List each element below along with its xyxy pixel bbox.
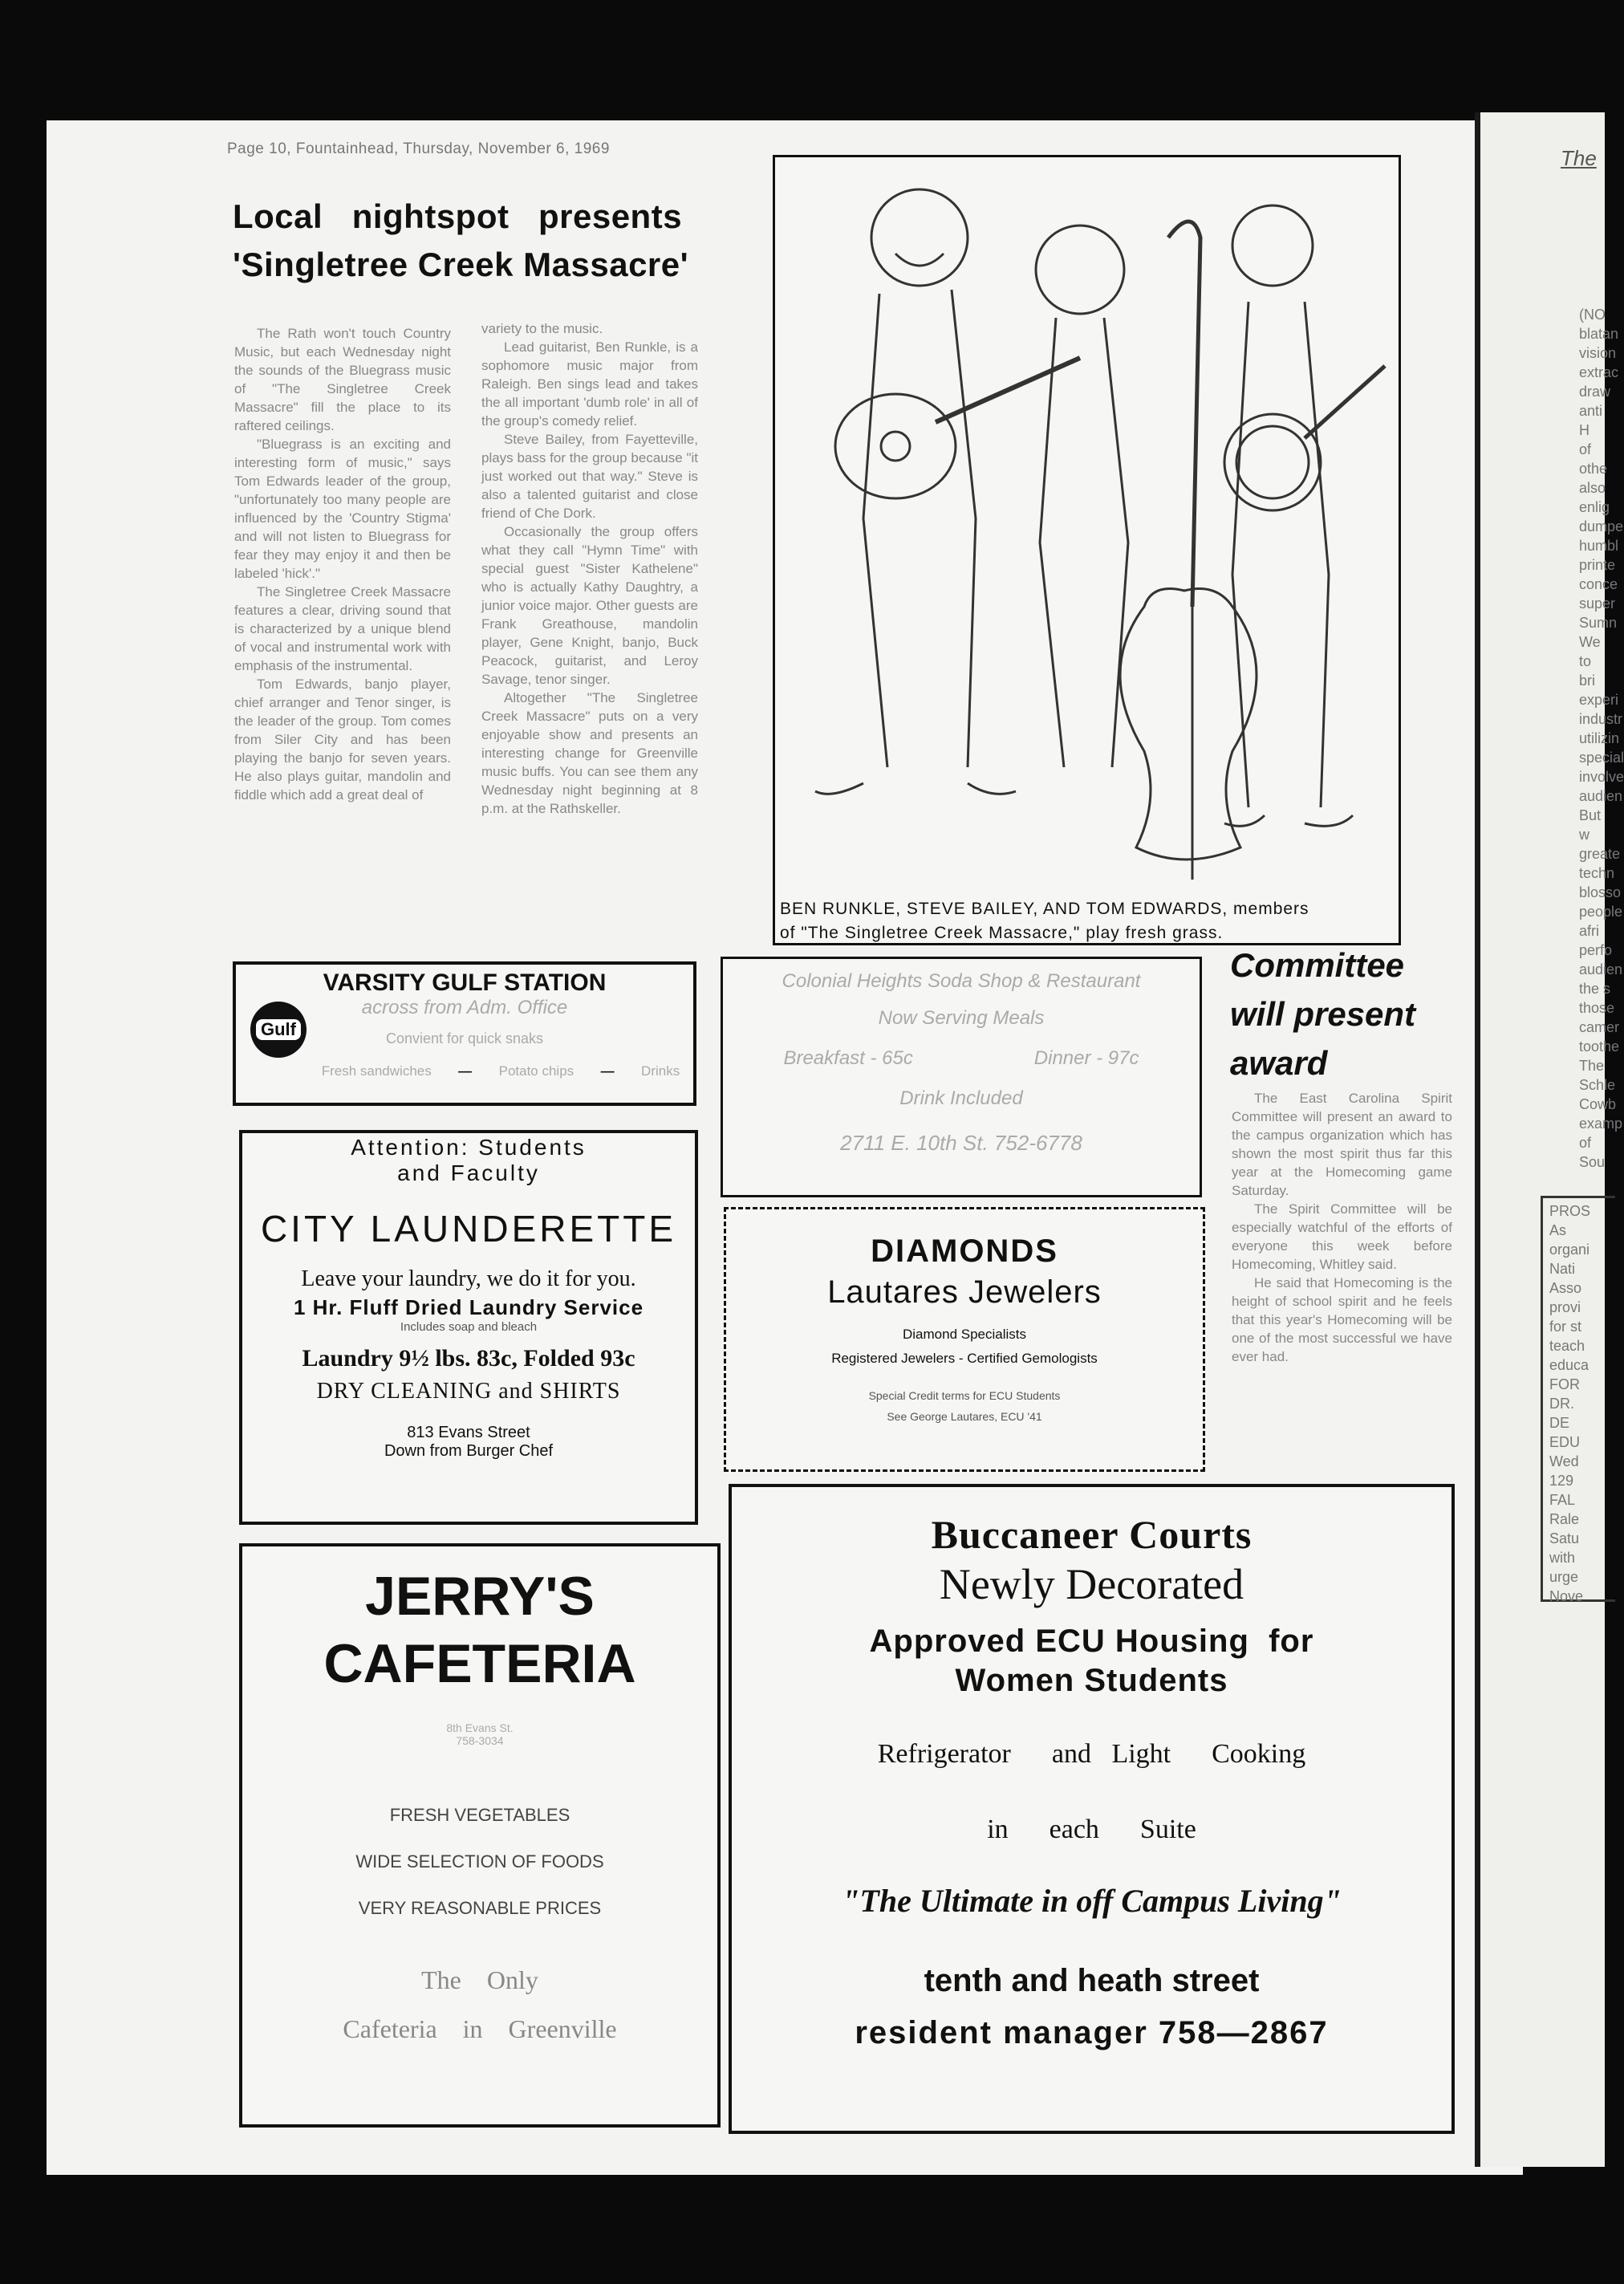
article-column-2 [481, 319, 698, 818]
buccaneer-ad-manager: resident manager 758—2867 [855, 2015, 1329, 2050]
band-drawing [775, 157, 1397, 896]
buccaneer-ad-subtitle: Newly Decorated [939, 1560, 1244, 1608]
launderette-ad-address: 813 Evans Street [407, 1424, 530, 1441]
adjacent-page-strip [1480, 112, 1624, 2167]
strip-line: extrac [1579, 364, 1619, 380]
gulf-station-ad [233, 961, 696, 1106]
jerrys-ad-tagline2: Cafeteria in Greenville [343, 2014, 617, 2043]
strip-line: PROS [1549, 1203, 1591, 1219]
article-paragraph: "Bluegrass is an exciting and interesting form of music," says Tom Edwards leader of the group, "unfortunately too many people are influenced by the 'Country Stigma' and will not listen to Bluegrass for fear they may enjoy it and then be labeled 'hick'." [234, 437, 451, 581]
jerrys-ad-phone: 758-3034 [456, 1734, 504, 1747]
strip-line: DR. [1549, 1396, 1574, 1412]
strip-line: for st [1549, 1319, 1582, 1335]
strip-line: of othe [1579, 441, 1608, 477]
strip-line: experi [1579, 692, 1619, 708]
strip-line: organi [1549, 1242, 1590, 1258]
strip-line: (NO [1579, 307, 1606, 323]
buccaneer-ad-line4: in each Suite [987, 1815, 1196, 1844]
strip-line: special [1579, 750, 1624, 766]
buccaneer-ad-address: tenth and heath street [924, 1963, 1260, 1998]
strip-line: conce [1579, 576, 1618, 592]
diamonds-ad-title: DIAMONDS [871, 1233, 1058, 1269]
diamonds-ad-name: Lautares Jewelers [827, 1274, 1102, 1310]
strip-line: Nove [1549, 1588, 1584, 1604]
strip-line: Wed [1549, 1453, 1579, 1469]
strip-line: techn [1579, 865, 1615, 881]
strip-line: enlig [1579, 499, 1610, 515]
soda-ad-breakfast: Breakfast - 65c [783, 1047, 913, 1069]
article-paragraph: The Singletree Creek Massacre features a clear, driving sound that is characterized by a unique blend of vocal and instrumental work with emphasis of the instrumental. [234, 584, 451, 673]
jerrys-ad-tagline1: The Only [421, 1965, 538, 1994]
strip-line: audien [1579, 788, 1623, 804]
article-paragraph: Altogether "The Singletree Creek Massacre" puts on a very enjoyable show and presents an interesting change for Greenville music buffs. You can see them any Wednesday night beginning at 8 p.m. at the Rathskeller. [481, 690, 698, 816]
strip-line: blatan [1579, 326, 1619, 342]
article-paragraph: Tom Edwards, banjo player, chief arranger and Tenor singer, is the leader of the group. Tom comes from Siler City and has been playing the banjo for seven years. He also plays guitar, mandolin and fiddle which add a great deal of [234, 677, 451, 803]
buccaneer-ad-slogan: "The Ultimate in off Campus Living" [842, 1883, 1342, 1919]
committee-headline [1230, 941, 1455, 1087]
strip-line: Satu [1549, 1530, 1580, 1546]
strip-line: camer [1579, 1019, 1620, 1035]
strip-line: Nati [1549, 1261, 1576, 1277]
article-paragraph: variety to the music. [481, 321, 603, 336]
strip-line: But w [1579, 807, 1602, 843]
jerrys-ad-title-line1: JERRY'S [365, 1566, 595, 1627]
article-paragraph: Lead guitarist, Ben Runkle, is a sophomore music major from Raleigh. Ben sings lead and takes the all important 'dumb role' in all of the group's comedy relief. [481, 339, 698, 429]
launderette-ad-line5: Includes soap and bleach [400, 1320, 538, 1334]
soda-ad-dinner: Dinner - 97c [1033, 1047, 1139, 1069]
strip-line: educa [1549, 1357, 1589, 1373]
strip-line: Schle [1579, 1077, 1616, 1093]
strip-line: audien [1579, 961, 1623, 977]
buccaneer-ad-line1: Approved ECU Housing for [869, 1624, 1314, 1659]
diamonds-ad [724, 1207, 1205, 1472]
launderette-ad-line4: 1 Hr. Fluff Dried Laundry Service [293, 1295, 644, 1319]
gulf-logo-icon [250, 1002, 307, 1058]
strip-line: industr [1579, 711, 1623, 727]
jerrys-ad-address: 8th Evans St. [446, 1721, 514, 1734]
launderette-ad-line7: DRY CLEANING and SHIRTS [316, 1379, 621, 1404]
gulf-ad-subtitle: across from Adm. Office [361, 997, 568, 1018]
center-figure-head [1036, 226, 1124, 314]
strip-line: printe [1579, 557, 1616, 573]
guitarist-head [871, 189, 968, 286]
banjo-player-head [1232, 205, 1313, 286]
strip-line: utilizin [1579, 730, 1620, 746]
diamonds-ad-line4: See George Lautares, ECU '41 [887, 1410, 1042, 1423]
strip-line: urge [1549, 1569, 1579, 1585]
strip-line: Asso [1549, 1280, 1582, 1296]
strip-line: FAL [1549, 1492, 1576, 1508]
launderette-ad-line1: Attention: Students [351, 1135, 587, 1160]
gulf-ad-items: Fresh sandwiches — Potato chips — Drinks [321, 1063, 680, 1079]
article-paragraph: Occasionally the group offers what they call "Hymn Time" with special guest "Sister Kathelene" who is actually Kathy Daughtry, a junior voice major. Other guests are Frank Greathouse, mandolin player, Gene Knight, banjo, Buck Peacock, guitarist, and Leroy Savage, tenor singer. [481, 524, 698, 687]
jerrys-ad-item: FRESH VEGETABLES [389, 1805, 570, 1825]
article-headline [233, 193, 722, 289]
photo-caption-line2: of "The Singletree Creek Massacre," play fresh grass. [780, 924, 1224, 942]
buccaneer-ad-title: Buccaneer Courts [931, 1512, 1253, 1557]
page-folio: Page 10, Fountainhead, Thursday, November 6, 1969 [227, 140, 610, 157]
upright-bass-neck [1168, 221, 1200, 607]
article-paragraph: Steve Bailey, from Fayetteville, plays bass for the group because "it just worked out that way." Steve is also a talented guitarist and close friend of Che Dork. [481, 432, 698, 521]
strip-line: We [1579, 634, 1601, 650]
strip-lines [1579, 305, 1624, 1172]
launderette-ad-line3: Leave your laundry, we do it for you. [301, 1266, 636, 1291]
photo-caption [780, 897, 1398, 945]
strip-line: of Sou [1579, 1135, 1606, 1170]
article-paragraph: The Rath won't touch Country Music, but each Wednesday night the sounds of the Bluegrass music of "The Singletree Creek Massacre" fill the place to its raftered ceilings. [234, 326, 451, 433]
strip-line: vision [1579, 345, 1617, 361]
gulf-ad-title: VARSITY GULF STATION [323, 969, 607, 996]
committee-headline-line2: will present [1230, 995, 1416, 1033]
strip-line: EDU [1549, 1434, 1581, 1450]
committee-paragraph: He said that Homecoming is the height of school spirit and he feels that this year's Homecoming will be one of the most successful we have ever had. [1232, 1275, 1452, 1364]
strip-line: greate [1579, 846, 1621, 862]
diamonds-ad-line1: Diamond Specialists [902, 1327, 1026, 1342]
soda-ad-line1: Colonial Heights Soda Shop & Restaurant [782, 970, 1141, 992]
jerrys-ad-item: VERY REASONABLE PRICES [358, 1898, 602, 1918]
strip-box [1541, 1196, 1615, 1602]
article-column-1 [234, 324, 451, 804]
strip-line: Rale [1549, 1511, 1580, 1527]
strip-line: provi [1549, 1299, 1581, 1315]
jerrys-ad-title-line2: CAFETERIA [323, 1633, 636, 1694]
strip-line: dumpe [1579, 518, 1624, 534]
strip-line: anti H [1579, 403, 1603, 438]
strip-line: to bri [1579, 653, 1596, 689]
strip-line: super [1579, 595, 1616, 612]
guitar [835, 394, 956, 498]
committee-paragraph: The Spirit Committee will be especially watchful of the efforts of everyone this week before Homecoming, Whitley said. [1232, 1201, 1452, 1272]
diamonds-ad-line2: Registered Jewelers - Certified Gemologists [831, 1351, 1098, 1366]
strip-line: involve [1579, 769, 1624, 785]
soda-ad-line2: Now Serving Meals [878, 1007, 1045, 1029]
strip-line: also [1579, 480, 1606, 496]
soda-ad-prices [723, 1047, 1200, 1070]
committee-body [1232, 1089, 1452, 1460]
strip-line: afri [1579, 923, 1600, 939]
launderette-ad-title: CITY LAUNDERETTE [260, 1208, 677, 1250]
buccaneer-courts-ad [729, 1484, 1455, 2134]
launderette-ad-line2: and Faculty [397, 1160, 540, 1185]
strip-line: people [1579, 904, 1623, 920]
strip-line: blosso [1579, 884, 1622, 900]
jerrys-ad-item: WIDE SELECTION OF FOODS [355, 1851, 604, 1871]
strip-box-lines [1549, 1201, 1614, 1606]
strip-line: DE [1549, 1415, 1570, 1431]
diamonds-ad-line3: Special Credit terms for ECU Students [868, 1389, 1061, 1402]
buccaneer-ad-line3: Refrigerator and Light Cooking [877, 1739, 1306, 1769]
soda-shop-ad [721, 957, 1202, 1197]
buccaneer-ad-line2: Women Students [955, 1663, 1228, 1698]
strip-line: perfo [1579, 942, 1613, 958]
soda-ad-line4: Drink Included [899, 1087, 1023, 1109]
committee-headline-line3: award [1230, 1044, 1328, 1082]
gulf-ad-line: Convient for quick snaks [385, 1030, 544, 1046]
committee-headline-line1: Committee [1230, 946, 1405, 984]
article-headline-line1: Local nightspot presents [233, 197, 683, 235]
gulf-logo-text: Gulf [256, 1019, 301, 1040]
strip-line: 129 [1549, 1473, 1574, 1489]
launderette-ad-line6: Laundry 9½ lbs. 83c, Folded 93c [302, 1345, 635, 1372]
strip-line: FOR [1549, 1376, 1580, 1392]
strip-line: draw [1579, 384, 1611, 400]
soda-ad-address: 2711 E. 10th St. 752-6778 [840, 1131, 1082, 1155]
strip-line: toothe [1579, 1038, 1620, 1055]
strip-line: with [1549, 1550, 1576, 1566]
band-photo [773, 155, 1401, 945]
strip-header: The [1561, 146, 1597, 170]
gulf-ad-item: Fresh sandwiches [321, 1063, 432, 1079]
committee-paragraph: The East Carolina Spirit Committee will present an award to the campus organization which has shown the most spirit thus far this year at the Homecoming game Saturday. [1232, 1091, 1452, 1198]
gulf-ad-item: Drinks [641, 1063, 680, 1079]
article-headline-line2: 'Singletree Creek Massacre' [233, 246, 689, 283]
strip-line: those [1579, 1000, 1615, 1016]
strip-line: As [1549, 1222, 1567, 1238]
strip-line: humbl [1579, 538, 1619, 554]
strip-line: the s [1579, 981, 1611, 997]
photo-caption-line1: BEN RUNKLE, STEVE BAILEY, AND TOM EDWARDS, members [780, 900, 1309, 918]
strip-line: teach [1549, 1338, 1585, 1354]
strip-line: The [1579, 1058, 1605, 1074]
guitarist-body [863, 290, 976, 767]
launderette-ad [239, 1130, 698, 1525]
strip-line: examp [1579, 1116, 1623, 1132]
strip-line: Sumn [1579, 615, 1618, 631]
launderette-ad-location: Down from Burger Chef [384, 1442, 554, 1460]
gulf-ad-item: Potato chips [498, 1063, 574, 1079]
jerrys-cafeteria-ad [239, 1543, 721, 2128]
strip-line: Cowb [1579, 1096, 1617, 1112]
